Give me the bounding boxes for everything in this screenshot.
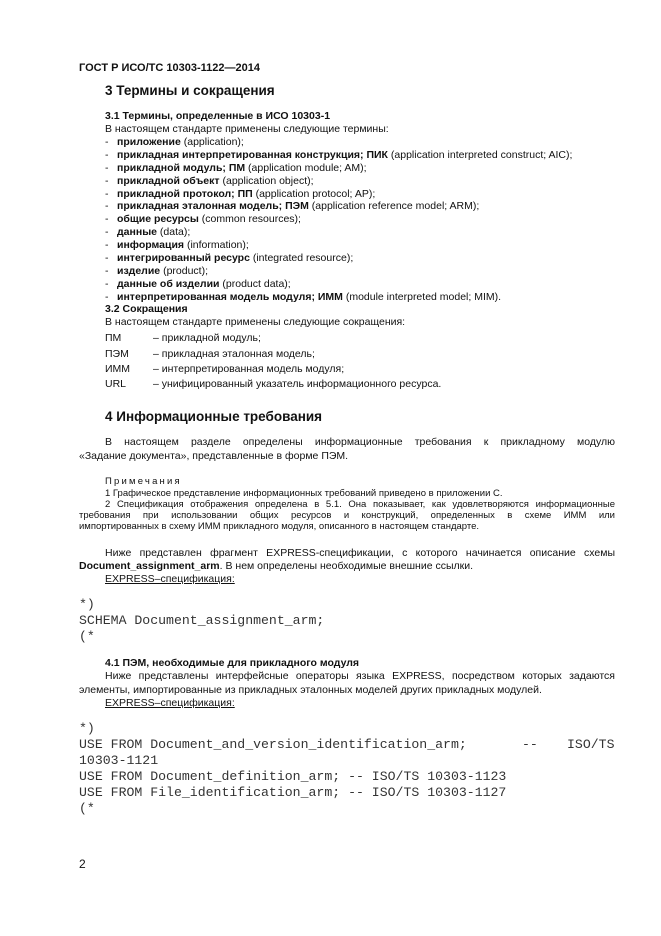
express-intro-line: Document_assignment_arm. В нем определены необходимые внешние ссылки. [79, 560, 473, 572]
term-item: - изделие (product); [105, 264, 209, 277]
express-label: EXPRESS–спецификация: [105, 573, 235, 585]
section-4-paragraph-line: В настоящем разделе определены информационные требования к прикладному модулю [105, 436, 615, 448]
code-comment-dashes: -- [522, 737, 538, 752]
code-line: 10303-1121 [79, 753, 159, 768]
code-line: (* [79, 629, 95, 644]
section-3-title: 3 Термины и сокращения [105, 83, 275, 98]
abbreviation-row: ПЭМ – прикладная эталонная модель; [105, 348, 315, 360]
note-2-line: 2 Спецификация отображения определена в 5.1. Она показывает, как удовлетворяются информационные [105, 499, 615, 510]
code-comment-ref: ISO/TS [567, 737, 615, 752]
document-header: ГОСТ Р ИСО/ТС 10303-1122—2014 [79, 62, 260, 74]
code-line: SCHEMA Document_assignment_arm; [79, 613, 325, 628]
term-item: - прикладной протокол; ПП (application protocol; AP); [105, 187, 376, 200]
term-item: - общие ресурсы (common resources); [105, 213, 301, 226]
note-2-line: требования при использовании общих ресурсов и конструкций, определенных в схеме ИММ или [79, 510, 615, 521]
code-line: USE FROM File_identification_arm; -- ISO/TS 10303-1127 [79, 785, 507, 800]
term-item: - интегрированный ресурс (integrated resource); [105, 252, 354, 265]
express-label-2: EXPRESS–спецификация: [105, 697, 235, 709]
note-2-line: импортированных в схему ИММ прикладного модуля, описанного в настоящем стандарте. [79, 521, 480, 532]
notes-title: Примечания [105, 476, 182, 487]
term-item: - прикладная интерпретированная конструкция; ПИК (application interpreted construct; AIC); [105, 148, 573, 161]
terms-list [105, 136, 572, 304]
abbreviation-row: ИММ – интерпретированная модель модуля; [105, 363, 345, 375]
code-line: *) [79, 721, 95, 736]
term-item: - данные (data); [105, 226, 191, 239]
interface-intro-line: элементы, импортированные из прикладных эталонных моделей других прикладных модулей. [79, 684, 542, 696]
term-item: - прикладной модуль; ПМ (application module; AM); [105, 161, 367, 174]
code-line: (* [79, 801, 95, 816]
terms-intro: В настоящем стандарте применены следующие термины: [105, 123, 389, 135]
code-line: USE FROM Document_and_version_identification_arm; [79, 737, 467, 752]
term-item: - прикладной объект (application object); [105, 174, 314, 187]
abbreviation-row: URL – унифицированный указатель информационного ресурса. [105, 378, 442, 390]
subsection-4-1-title: 4.1 ПЭМ, необходимые для прикладного модуля [105, 657, 360, 669]
term-item: - информация (information); [105, 239, 249, 252]
term-item: - данные об изделии (product data); [105, 277, 291, 290]
express-intro-line: Ниже представлен фрагмент EXPRESS-спецификации, с которого начинается описание схемы [105, 547, 615, 559]
code-line: USE FROM Document_definition_arm; -- ISO/TS 10303-1123 [79, 769, 507, 784]
page-number: 2 [79, 857, 86, 871]
term-item: - интерпретированная модель модуля; ИММ (module interpreted model; MIM). [105, 290, 502, 303]
term-item: - прикладная эталонная модель; ПЭМ (application reference model; ARM); [105, 200, 480, 213]
code-line: *) [79, 597, 95, 612]
subsection-3-1-title: 3.1 Термины, определенные в ИСО 10303-1 [105, 110, 331, 122]
subsection-3-2-title: 3.2 Сокращения [105, 303, 188, 315]
section-4-title: 4 Информационные требования [105, 409, 323, 424]
section-4-paragraph-line: «Задание документа», представленные в форме ПЭМ. [79, 450, 349, 462]
abbreviations-intro: В настоящем стандарте применены следующие сокращения: [105, 316, 406, 328]
interface-intro-line: Ниже представлены интерфейсные операторы языка EXPRESS, посредством которых задаются [105, 670, 615, 682]
abbreviation-row: ПМ – прикладной модуль; [105, 332, 261, 344]
schema-name: Document_assignment_arm [79, 560, 220, 572]
note-1: 1 Графическое представление информационных требований приведено в приложении С. [105, 488, 503, 499]
term-item: - приложение (application); [105, 136, 244, 148]
